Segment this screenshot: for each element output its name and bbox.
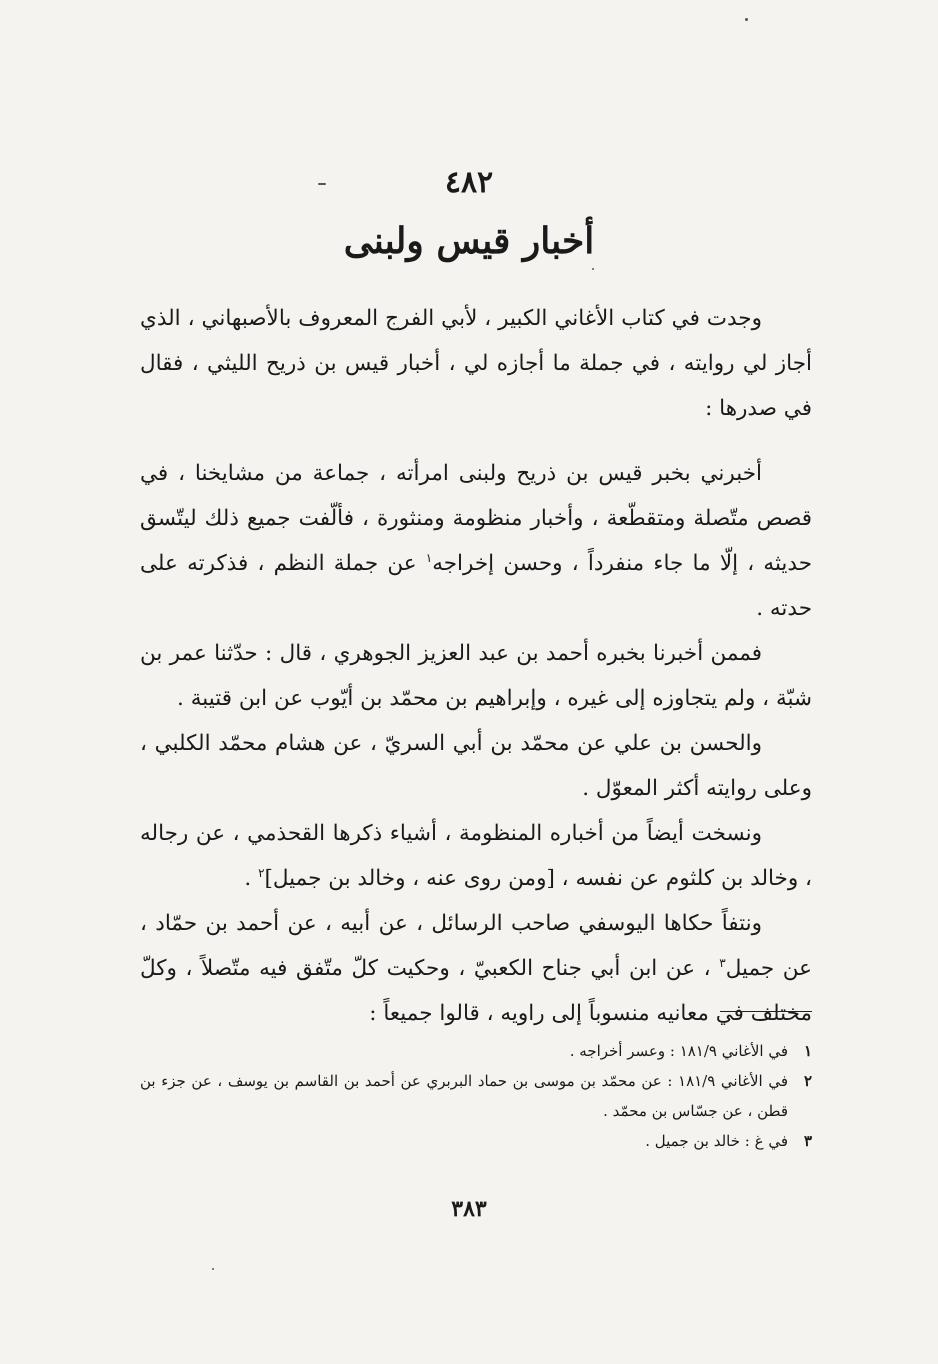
footnote-ref-3: ٣: [719, 955, 726, 970]
paragraph-3-text: فممن أخبرنا بخبره أحمد بن عبد العزيز الجوهري ، قال : حدّثنا عمر بن شبّة ، ولم يتجاوزه إلى غيره ، وإبراهيم بن محمّد بن أيّوب عن ابن قتيبة .: [140, 641, 812, 711]
paragraph-6: [140, 901, 812, 1036]
section-number: ٤٨٢: [444, 165, 494, 200]
paper-speck: [318, 183, 326, 185]
paper-speck: [592, 268, 594, 270]
paragraph-1: [140, 296, 812, 431]
paragraph-2: [140, 451, 812, 631]
footnote-ref-1: ١: [425, 550, 433, 565]
paragraph-2-text: أخبرني بخبر قيس بن ذريح ولبنى امرأته ، جماعة من مشايخنا ، في قصص متّصلة ومتقطّعة ، وأخبار منظومة ومنثورة ، فألّفت جميع ذلك ليتّسق حديثه ، إلّا ما جاء منفرداً ، وحسن إخراجه: [140, 461, 812, 576]
paragraph-5-text: ونسخت أيضاً من أخباره المنظومة ، أشياء ذكرها القحذمي ، عن رجاله ، وخالد بن كلثوم عن نفسه ، [ومن روى عنه ، وخالد بن جميل]: [140, 821, 812, 891]
footnotes: [140, 1036, 812, 1156]
paragraph-3: [140, 631, 812, 721]
footnote-number: ٢: [803, 1072, 812, 1090]
paragraph-5-rest: .: [244, 866, 252, 891]
footnote-1: [140, 1036, 812, 1066]
paper-speck: [212, 1268, 214, 1270]
paragraph-2-rest: عن جملة النظم ، فذكرته على حدته .: [140, 551, 812, 621]
paper-speck: [745, 18, 748, 21]
footnote-text: في الأغاني ١٨١/٩ : وعسر أخراجه .: [569, 1042, 788, 1060]
paragraph-5: [140, 811, 812, 901]
footnote-divider: [720, 1011, 812, 1012]
paragraph-1-text: وجدت في كتاب الأغاني الكبير ، لأبي الفرج المعروف بالأصبهاني ، الذي أجاز لي روايته ، في جملة ما أجازه لي ، أخبار قيس بن ذريح الليثي ، فقال في صدرها :: [140, 306, 812, 421]
footnote-text: في الأغاني ١٨١/٩ : عن محمّد بن موسى بن حماد البربري عن أحمد بن القاسم بن يوسف ، عن جزء بن قطن ، عن جسّاس بن محمّد .: [140, 1072, 788, 1120]
footnote-ref-2: ٢: [258, 865, 265, 880]
body-text: [140, 296, 812, 1036]
paragraph-4-text: والحسن بن علي عن محمّد بن أبي السريّ ، عن هشام محمّد الكلبي ، وعلى روايته أكثر المعوّل .: [140, 731, 812, 801]
paragraph-6-rest: ، عن ابن أبي جناح الكعبيّ ، وحكيت كلّ متّفق فيه متّصلاً ، وكلّ مختلف في معانيه منسوباً إلى راويه ، قالوا جميعاً :: [140, 956, 812, 1026]
paragraph-4: [140, 721, 812, 811]
footnote-text: في غ : خالد بن جميل .: [645, 1132, 788, 1150]
footnote-2: [140, 1066, 812, 1126]
footnote-number: ١: [803, 1042, 812, 1060]
footnote-number: ٣: [803, 1132, 812, 1150]
section-title: أخبار قيس ولبنى: [343, 220, 595, 262]
page-number: ٣٨٣: [451, 1196, 487, 1222]
footnote-3: [140, 1126, 812, 1156]
paragraph-6-text: ونتفاً حكاها اليوسفي صاحب الرسائل ، عن أبيه ، عن أحمد بن حمّاد ، عن جميل: [140, 911, 812, 981]
